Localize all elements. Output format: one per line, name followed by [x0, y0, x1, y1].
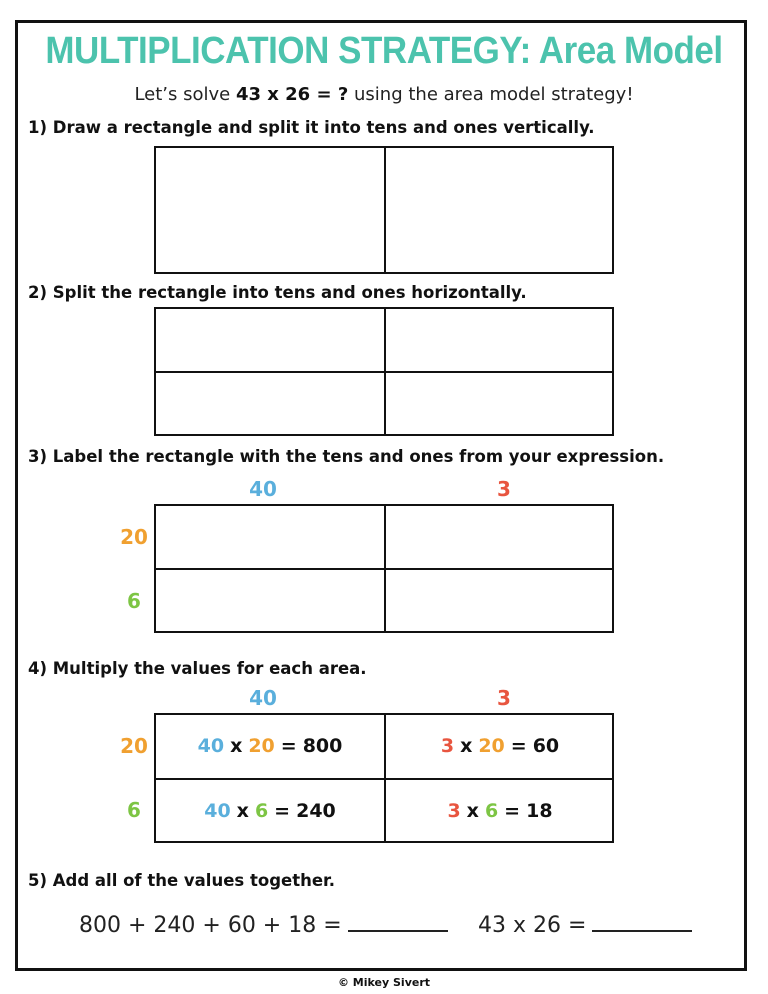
- sum-expression: 800 + 240 + 60 + 18 =: [79, 913, 342, 938]
- step-1-rectangle: [154, 146, 614, 274]
- tens-top-label: 40: [249, 686, 277, 710]
- factor-20: 20: [248, 735, 275, 757]
- ones-top-label: 3: [497, 477, 511, 501]
- subtitle-outro: using the area model strategy!: [354, 84, 634, 105]
- equals-sign: =: [510, 735, 527, 757]
- factor-20: 20: [478, 735, 505, 757]
- times-sign: x: [460, 735, 473, 757]
- factor-40: 40: [204, 800, 231, 822]
- product-answer-blank[interactable]: [592, 910, 692, 932]
- step-3-rectangle: [154, 504, 614, 633]
- vertical-divider: [384, 148, 386, 272]
- factor-6: 6: [254, 800, 269, 822]
- factor-40: 40: [197, 735, 225, 757]
- times-sign: x: [466, 800, 479, 822]
- subtitle-expression: 43 x 26 = ?: [235, 84, 349, 105]
- area-cell-tens-tens: [156, 715, 384, 777]
- product-expression: 43 x 26 =: [478, 913, 587, 938]
- step-5-instruction: 5) Add all of the values together.: [28, 871, 336, 890]
- area-cell-tens-ones: [156, 780, 384, 842]
- equals-sign: =: [504, 800, 521, 822]
- product-equation: [478, 910, 692, 938]
- horizontal-divider: [156, 568, 612, 570]
- factor-3: 3: [440, 735, 455, 757]
- ones-top-label: 3: [497, 686, 511, 710]
- product-value: 240: [296, 800, 336, 822]
- tens-side-label: 20: [120, 734, 148, 758]
- equals-sign: =: [274, 800, 291, 822]
- equals-sign: =: [280, 735, 297, 757]
- area-cell-ones-tens: [386, 715, 614, 777]
- sum-equation: [79, 910, 448, 938]
- product-value: 800: [302, 735, 343, 757]
- ones-side-label: 6: [127, 589, 141, 613]
- tens-side-label: 20: [120, 525, 148, 549]
- step-2-rectangle: [154, 307, 614, 436]
- step-4-instruction: 4) Multiply the values for each area.: [28, 659, 367, 678]
- product-value: 60: [532, 735, 560, 757]
- step-2-instruction: 2) Split the rectangle into tens and ones horizontally.: [28, 283, 527, 302]
- product-value: 18: [526, 800, 553, 822]
- tens-top-label: 40: [249, 477, 277, 501]
- step-3-instruction: 3) Label the rectangle with the tens and ones from your expression.: [28, 447, 665, 466]
- factor-6: 6: [484, 800, 499, 822]
- page-subtitle: [0, 84, 768, 105]
- step-1-instruction: 1) Draw a rectangle and split it into tens and ones vertically.: [28, 118, 595, 137]
- page-title: MULTIPLICATION STRATEGY: Area Model: [45, 30, 723, 72]
- times-sign: x: [236, 800, 249, 822]
- times-sign: x: [230, 735, 243, 757]
- step-4-rectangle: [154, 713, 614, 843]
- factor-3: 3: [447, 800, 461, 822]
- sum-answer-blank[interactable]: [348, 910, 448, 932]
- copyright-footer: © Mikey Sivert: [337, 976, 431, 989]
- area-cell-ones-ones: [386, 780, 614, 842]
- subtitle-intro: Let’s solve: [134, 84, 231, 105]
- horizontal-divider: [156, 371, 612, 373]
- ones-side-label: 6: [127, 798, 141, 822]
